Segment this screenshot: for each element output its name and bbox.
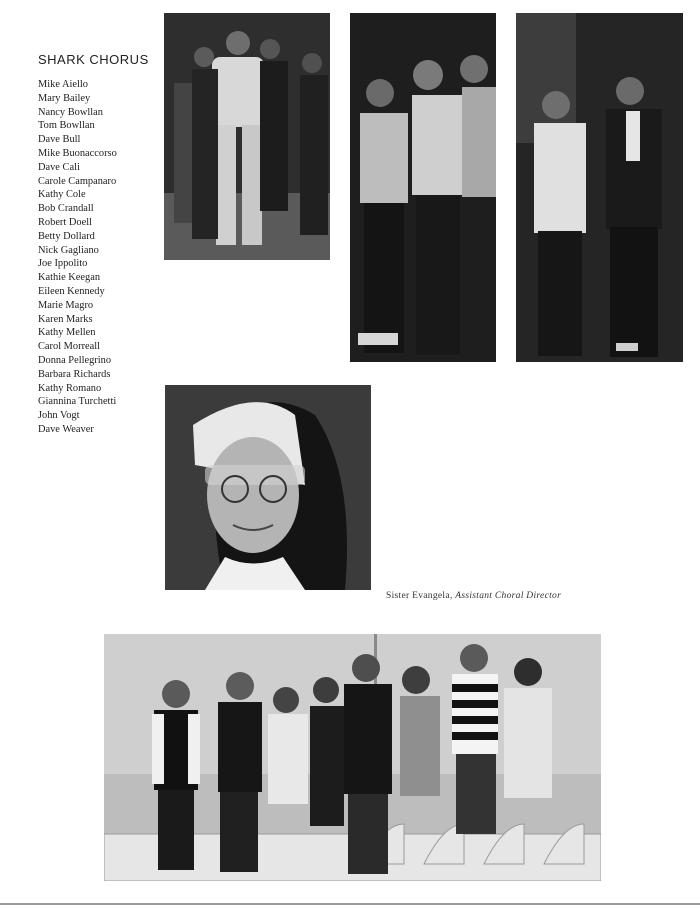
caption-name: Sister Evangela, (386, 591, 453, 601)
member-name: Giannina Turchetti (38, 396, 117, 408)
member-name: Carol Morreall (38, 341, 101, 353)
member-list (38, 78, 117, 437)
page-bottom-rule (0, 903, 700, 905)
member-name: Dave Weaver (38, 423, 94, 435)
member-name: Nancy Bowllan (38, 106, 103, 118)
member-name: Kathy Mellen (38, 327, 96, 339)
member-name: Betty Dollard (38, 230, 95, 242)
member-name: Bob Crandall (38, 203, 94, 215)
portrait-caption (386, 591, 561, 601)
member-name: Nick Gagliano (38, 244, 99, 256)
member-name: Karen Marks (38, 313, 93, 325)
member-name: Kathy Romano (38, 382, 102, 394)
section-heading: SHARK CHORUS (38, 52, 149, 67)
member-name: Kathy Cole (38, 189, 86, 201)
member-name: Carole Campanaro (38, 175, 117, 187)
member-name: Dave Cali (38, 161, 80, 173)
member-name: Tom Bowllan (38, 120, 95, 132)
member-name: John Vogt (38, 410, 80, 422)
member-name: Mike Buonaccorso (38, 147, 117, 159)
member-name: Eileen Kennedy (38, 285, 105, 297)
photo-chorus-group-2 (350, 13, 496, 362)
portrait-sister-evangela (165, 385, 371, 590)
member-name: Joe Ippolito (38, 258, 88, 270)
member-name: Barbara Richards (38, 368, 111, 380)
member-name: Marie Magro (38, 299, 94, 311)
member-name: Mike Aiello (38, 79, 88, 90)
photo-chorus-group-1 (164, 13, 330, 260)
member-name: Mary Bailey (38, 92, 91, 104)
photo-chorus-group-3 (516, 13, 683, 362)
member-name: Dave Bull (38, 134, 81, 146)
member-name: Donna Pellegrino (38, 354, 112, 366)
caption-role: Assistant Choral Director (455, 591, 562, 601)
member-name: Robert Doell (38, 216, 92, 228)
member-name: Kathie Keegan (38, 272, 101, 284)
photo-chorus-rehearsal (104, 634, 601, 881)
